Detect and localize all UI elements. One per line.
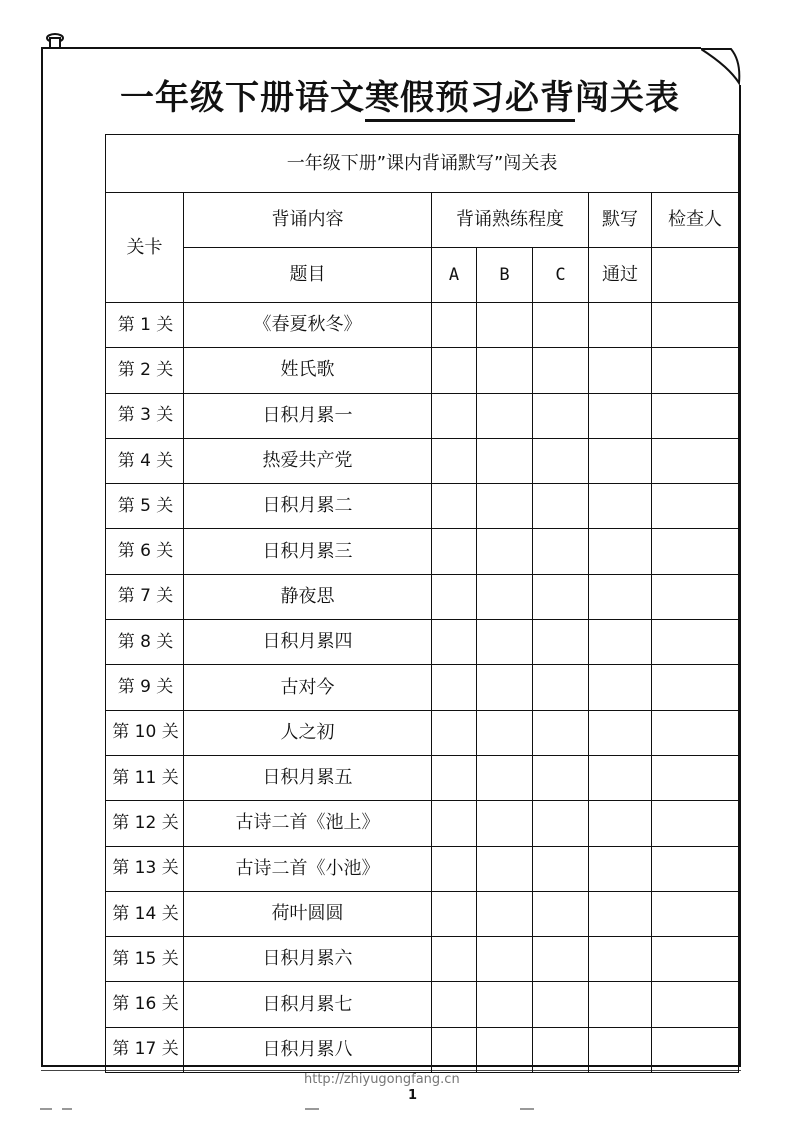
checker-cell	[652, 982, 739, 1027]
table-row	[106, 937, 739, 982]
checker-cell	[652, 438, 739, 483]
grade-b-cell	[477, 620, 533, 665]
page-curl-icon	[701, 47, 741, 85]
level-cell: 第 8 关	[106, 620, 184, 665]
topic-cell: 静夜思	[184, 574, 432, 619]
dictation-pass-cell	[589, 574, 652, 619]
table-row	[106, 574, 739, 619]
grade-c-cell	[533, 982, 589, 1027]
level-cell: 第 1 关	[106, 303, 184, 348]
checker-cell	[652, 393, 739, 438]
header-content: 背诵内容	[184, 193, 432, 248]
grade-a-cell	[432, 755, 477, 800]
grade-b-cell	[477, 755, 533, 800]
topic-cell: 人之初	[184, 710, 432, 755]
dictation-pass-cell	[589, 348, 652, 393]
checker-cell	[652, 348, 739, 393]
grade-c-cell	[533, 393, 589, 438]
dictation-pass-cell	[589, 665, 652, 710]
grade-c-cell	[533, 1027, 589, 1072]
table-row	[106, 710, 739, 755]
grade-c-cell	[533, 438, 589, 483]
page-title	[120, 70, 680, 119]
topic-cell: 日积月累四	[184, 620, 432, 665]
grade-a-cell	[432, 710, 477, 755]
topic-cell: 古诗二首《池上》	[184, 801, 432, 846]
level-cell: 第 16 关	[106, 982, 184, 1027]
level-cell: 第 13 关	[106, 846, 184, 891]
level-cell: 第 10 关	[106, 710, 184, 755]
grade-b-cell	[477, 710, 533, 755]
header-checker: 检查人	[652, 193, 739, 248]
grade-b-cell	[477, 891, 533, 936]
level-cell: 第 5 关	[106, 484, 184, 529]
grade-b-cell	[477, 846, 533, 891]
grade-b-cell	[477, 937, 533, 982]
grade-c-cell	[533, 529, 589, 574]
page-title-prefix: 一年级下册语文	[120, 78, 365, 118]
header-checker-blank	[652, 248, 739, 303]
level-cell: 第 12 关	[106, 801, 184, 846]
table-row	[106, 303, 739, 348]
topic-cell: 日积月累七	[184, 982, 432, 1027]
topic-cell: 古对今	[184, 665, 432, 710]
table-row	[106, 348, 739, 393]
scan-mark	[40, 1108, 52, 1110]
dictation-pass-cell	[589, 755, 652, 800]
grade-c-cell	[533, 303, 589, 348]
dictation-pass-cell	[589, 937, 652, 982]
checker-cell	[652, 484, 739, 529]
checker-cell	[652, 574, 739, 619]
grade-a-cell	[432, 438, 477, 483]
level-cell: 第 6 关	[106, 529, 184, 574]
table-row	[106, 484, 739, 529]
header-dictation: 默写	[589, 193, 652, 248]
header-proficiency: 背诵熟练程度	[432, 193, 589, 248]
grade-c-cell	[533, 348, 589, 393]
grade-c-cell	[533, 891, 589, 936]
grade-b-cell	[477, 529, 533, 574]
checker-cell	[652, 846, 739, 891]
table-row	[106, 665, 739, 710]
scan-mark	[520, 1108, 534, 1110]
level-cell: 第 2 关	[106, 348, 184, 393]
grade-a-cell	[432, 620, 477, 665]
topic-cell: 荷叶圆圆	[184, 891, 432, 936]
table-row	[106, 529, 739, 574]
grade-c-cell	[533, 801, 589, 846]
dictation-pass-cell	[589, 982, 652, 1027]
checker-cell	[652, 1027, 739, 1072]
table-title: 一年级下册”课内背诵默写”闯关表	[106, 135, 739, 193]
header-topic: 题目	[184, 248, 432, 303]
checker-cell	[652, 710, 739, 755]
grade-a-cell	[432, 665, 477, 710]
topic-cell: 日积月累五	[184, 755, 432, 800]
grade-b-cell	[477, 1027, 533, 1072]
grade-b-cell	[477, 438, 533, 483]
level-cell: 第 3 关	[106, 393, 184, 438]
level-cell: 第 15 关	[106, 937, 184, 982]
dictation-pass-cell	[589, 891, 652, 936]
grade-c-cell	[533, 937, 589, 982]
page-title-suffix: 闯关表	[575, 78, 680, 118]
checker-cell	[652, 801, 739, 846]
dictation-pass-cell	[589, 1027, 652, 1072]
table-row	[106, 801, 739, 846]
checker-cell	[652, 529, 739, 574]
grade-a-cell	[432, 484, 477, 529]
dictation-pass-cell	[589, 801, 652, 846]
checker-cell	[652, 620, 739, 665]
checker-cell	[652, 303, 739, 348]
grade-a-cell	[432, 574, 477, 619]
topic-cell: 日积月累三	[184, 529, 432, 574]
grade-b-cell	[477, 574, 533, 619]
scan-mark	[305, 1108, 319, 1110]
footer-url: http://zhiyugongfang.cn	[304, 1072, 460, 1087]
grade-c-cell	[533, 484, 589, 529]
grade-b-cell	[477, 303, 533, 348]
grade-b-cell	[477, 393, 533, 438]
table-row	[106, 620, 739, 665]
recitation-table	[105, 134, 739, 1073]
table-row	[106, 846, 739, 891]
dictation-pass-cell	[589, 529, 652, 574]
checker-cell	[652, 665, 739, 710]
dictation-pass-cell	[589, 620, 652, 665]
topic-cell: 热爱共产党	[184, 438, 432, 483]
table-row	[106, 891, 739, 936]
topic-cell: 日积月累八	[184, 1027, 432, 1072]
grade-a-cell	[432, 303, 477, 348]
grade-a-cell	[432, 801, 477, 846]
topic-cell: 日积月累六	[184, 937, 432, 982]
table-row	[106, 438, 739, 483]
grade-a-cell	[432, 393, 477, 438]
grade-c-cell	[533, 665, 589, 710]
header-dictation-pass: 通过	[589, 248, 652, 303]
checker-cell	[652, 755, 739, 800]
grade-b-cell	[477, 348, 533, 393]
grade-b-cell	[477, 801, 533, 846]
page-title-underlined: 寒假预习必背	[365, 78, 575, 122]
grade-a-cell	[432, 846, 477, 891]
header-grade-a: A	[432, 248, 477, 303]
grade-a-cell	[432, 1027, 477, 1072]
grade-b-cell	[477, 982, 533, 1027]
dictation-pass-cell	[589, 846, 652, 891]
grade-b-cell	[477, 665, 533, 710]
topic-cell: 日积月累二	[184, 484, 432, 529]
level-cell: 第 9 关	[106, 665, 184, 710]
grade-b-cell	[477, 484, 533, 529]
header-grade-c: C	[533, 248, 589, 303]
level-cell: 第 4 关	[106, 438, 184, 483]
level-cell: 第 11 关	[106, 755, 184, 800]
topic-cell: 古诗二首《小池》	[184, 846, 432, 891]
checker-cell	[652, 937, 739, 982]
dictation-pass-cell	[589, 393, 652, 438]
scan-mark	[62, 1108, 72, 1110]
page-number: 1	[408, 1088, 418, 1103]
table-row	[106, 1027, 739, 1072]
grade-c-cell	[533, 846, 589, 891]
topic-cell: 日积月累一	[184, 393, 432, 438]
grade-c-cell	[533, 620, 589, 665]
table-row	[106, 393, 739, 438]
topic-cell: 姓氏歌	[184, 348, 432, 393]
topic-cell: 《春夏秋冬》	[184, 303, 432, 348]
table-row	[106, 755, 739, 800]
level-cell: 第 17 关	[106, 1027, 184, 1072]
grade-a-cell	[432, 982, 477, 1027]
grade-a-cell	[432, 937, 477, 982]
grade-c-cell	[533, 755, 589, 800]
grade-a-cell	[432, 529, 477, 574]
level-cell: 第 7 关	[106, 574, 184, 619]
dictation-pass-cell	[589, 438, 652, 483]
table-row	[106, 982, 739, 1027]
header-grade-b: B	[477, 248, 533, 303]
grade-c-cell	[533, 574, 589, 619]
grade-c-cell	[533, 710, 589, 755]
dictation-pass-cell	[589, 710, 652, 755]
grade-a-cell	[432, 348, 477, 393]
checker-cell	[652, 891, 739, 936]
dictation-pass-cell	[589, 484, 652, 529]
dictation-pass-cell	[589, 303, 652, 348]
header-level: 关卡	[106, 193, 184, 303]
grade-a-cell	[432, 891, 477, 936]
level-cell: 第 14 关	[106, 891, 184, 936]
